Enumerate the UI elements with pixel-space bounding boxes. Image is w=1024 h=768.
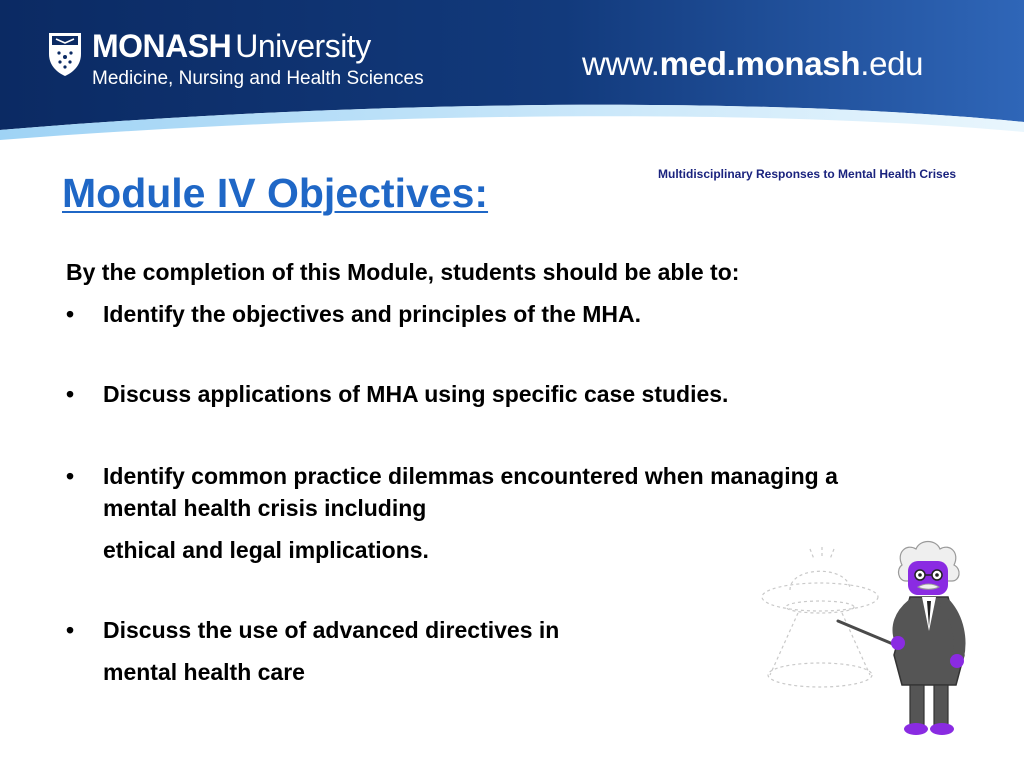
bullet-continuation: mental health care <box>103 659 305 685</box>
bullet-dot: • <box>66 617 75 643</box>
ufo-sketch-icon <box>762 547 878 687</box>
bullet-text: Identify the objectives and principles of the MHA. <box>103 301 642 327</box>
bullet-continuation: ethical and legal implications. <box>103 537 429 563</box>
faculty-name: Medicine, Nursing and Health Sciences <box>92 68 424 89</box>
intro-text: By the completion of this Module, students should be able to: <box>66 259 740 285</box>
monash-logo <box>46 30 424 90</box>
website-domain: med.monash <box>659 45 861 82</box>
bullet-dot: • <box>66 301 75 327</box>
university-crest-icon <box>46 30 84 78</box>
website-url <box>582 45 923 83</box>
website-prefix: www. <box>582 45 660 82</box>
professor-ufo-illustration <box>750 535 980 745</box>
brand-name: MONASH <box>92 28 232 64</box>
bullet-item <box>66 460 856 524</box>
brand-text <box>92 30 424 90</box>
bullet-dot: • <box>66 381 75 407</box>
bullet-text: Discuss applications of MHA using specific case studies. <box>103 381 729 407</box>
professor-character-icon <box>891 542 964 736</box>
slide-title: Module IV Objectives: <box>62 170 489 216</box>
bullet-text: Identify common practice dilemmas encountered when managing a mental health crisis including <box>103 463 838 521</box>
bullet-text: Discuss the use of advanced directives in <box>103 617 560 643</box>
bullet-item <box>66 298 896 330</box>
bullet-item <box>66 378 896 410</box>
slide-subtitle: Multidisciplinary Responses to Mental Health Crises <box>658 167 957 181</box>
brand-suffix: University <box>235 28 371 64</box>
bullet-dot: • <box>66 463 75 489</box>
website-suffix: .edu <box>860 45 924 82</box>
